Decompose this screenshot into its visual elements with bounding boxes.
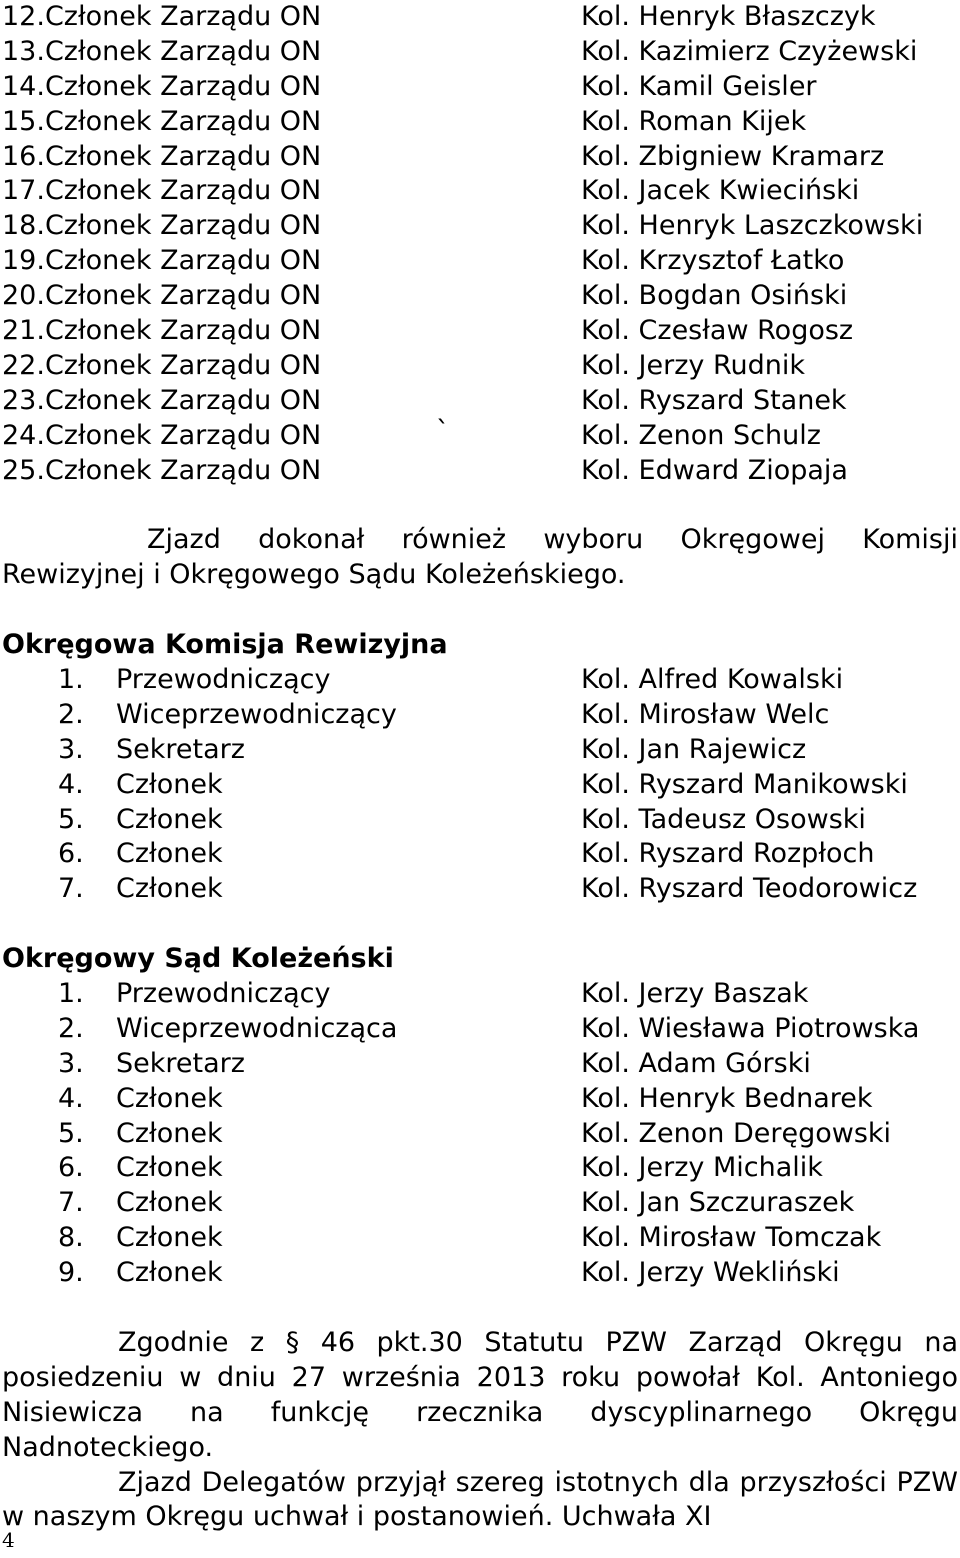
peer-court-name: Kol. Adam Górski xyxy=(581,1047,811,1079)
board-member-role: 12.Członek Zarządu ON xyxy=(2,1,322,32)
audit-committee-role: Członek xyxy=(116,838,223,870)
peer-court-role: Członek xyxy=(116,1222,223,1254)
peer-court-number: 4. xyxy=(58,1082,84,1114)
audit-committee-name: Kol. Ryszard Rozpłoch xyxy=(581,838,875,870)
board-member-row xyxy=(0,314,960,349)
board-member-row xyxy=(0,209,960,244)
board-member-name: Kol. Jacek Kwieciński xyxy=(581,175,860,207)
board-member-name: Kol. Ryszard Stanek xyxy=(581,384,847,416)
peer-court-number: 2. xyxy=(58,1012,84,1044)
audit-committee-list xyxy=(0,663,960,907)
board-member-role: 16.Członek Zarządu ON xyxy=(2,140,322,172)
board-member-name: Kol. Henryk Błaszczyk xyxy=(581,1,876,32)
audit-committee-name: Kol. Mirosław Welc xyxy=(581,698,830,730)
audit-committee-role: Sekretarz xyxy=(116,733,245,765)
audit-committee-row xyxy=(0,837,960,872)
peer-court-name: Kol. Jerzy Michalik xyxy=(581,1152,823,1184)
board-member-row xyxy=(0,0,960,35)
audit-committee-role: Członek xyxy=(116,803,223,835)
board-member-name: Kol. Bogdan Osiński xyxy=(581,280,848,312)
peer-court-number: 8. xyxy=(58,1222,84,1254)
peer-court-name: Kol. Jerzy Baszak xyxy=(581,977,809,1009)
audit-committee-number: 3. xyxy=(58,733,84,765)
peer-court-name: Kol. Henryk Bednarek xyxy=(581,1082,873,1114)
audit-committee-role: Przewodniczący xyxy=(116,663,331,695)
board-member-row xyxy=(0,35,960,70)
stray-mark: ` xyxy=(436,415,450,447)
board-member-name: Kol. Zbigniew Kramarz xyxy=(581,140,885,172)
peer-court-role: Członek xyxy=(116,1187,223,1219)
peer-court-role: Przewodniczący xyxy=(116,977,331,1009)
board-member-row xyxy=(0,140,960,175)
peer-court-row xyxy=(0,1012,960,1047)
peer-court-role: Wiceprzewodnicząca xyxy=(116,1012,398,1044)
board-member-row xyxy=(0,70,960,105)
board-member-role: 13.Członek Zarządu ON xyxy=(2,35,322,67)
board-member-role: 22.Członek Zarządu ON xyxy=(2,349,322,381)
board-member-row xyxy=(0,279,960,314)
resolutions-paragraph-text: Zjazd Delegatów przyjął szereg istotnych dla przyszłości PZW w naszym Okręgu uchwał i postanowień. Uchwała XI xyxy=(2,1466,958,1533)
peer-court-name: Kol. Wiesława Piotrowska xyxy=(581,1012,920,1044)
audit-committee-number: 1. xyxy=(58,663,84,695)
board-member-role: 14.Członek Zarządu ON xyxy=(2,70,322,102)
board-member-name: Kol. Zenon Schulz xyxy=(581,419,821,451)
peer-court-heading: Okręgowy Sąd Koleżeński xyxy=(2,943,394,975)
audit-committee-row xyxy=(0,872,960,907)
peer-court-list xyxy=(0,977,960,1291)
peer-court-name: Kol. Zenon Deręgowski xyxy=(581,1117,892,1149)
audit-committee-role: Członek xyxy=(116,873,223,905)
audit-committee-number: 5. xyxy=(58,803,84,835)
audit-committee-row xyxy=(0,698,960,733)
board-member-role: 17.Członek Zarządu ON xyxy=(2,175,322,207)
peer-court-row xyxy=(0,1082,960,1117)
board-member-name: Kol. Kazimierz Czyżewski xyxy=(581,35,918,67)
peer-court-role: Członek xyxy=(116,1152,223,1184)
audit-committee-number: 6. xyxy=(58,838,84,870)
audit-committee-name: Kol. Ryszard Teodorowicz xyxy=(581,873,918,905)
board-members-list xyxy=(0,0,960,488)
peer-court-row xyxy=(0,1047,960,1082)
board-member-role: 23.Członek Zarządu ON xyxy=(2,384,322,416)
board-member-row xyxy=(0,105,960,140)
board-member-row xyxy=(0,174,960,209)
audit-committee-number: 7. xyxy=(58,873,84,905)
statute-paragraph xyxy=(0,1326,960,1466)
peer-court-role: Członek xyxy=(116,1082,223,1114)
peer-court-role: Członek xyxy=(116,1257,223,1289)
resolutions-paragraph xyxy=(0,1466,960,1536)
peer-court-number: 3. xyxy=(58,1047,84,1079)
board-member-name: Kol. Roman Kijek xyxy=(581,105,807,137)
intro-paragraph-text: Zjazd dokonał również wyboru Okręgowej Komisji Rewizyjnej i Okręgowego Sądu Koleżeńskiego. xyxy=(2,524,958,591)
audit-committee-name: Kol. Tadeusz Osowski xyxy=(581,803,866,835)
board-member-role: 24.Członek Zarządu ON xyxy=(2,419,322,451)
audit-committee-row xyxy=(0,733,960,768)
peer-court-number: 6. xyxy=(58,1152,84,1184)
audit-committee-number: 2. xyxy=(58,698,84,730)
page-number: 4 xyxy=(2,1528,15,1552)
board-member-row xyxy=(0,415,960,454)
peer-court-name: Kol. Mirosław Tomczak xyxy=(581,1222,882,1254)
peer-court-row xyxy=(0,1186,960,1221)
peer-court-role: Członek xyxy=(116,1117,223,1149)
board-member-role: 19.Członek Zarządu ON xyxy=(2,245,322,277)
audit-committee-row xyxy=(0,803,960,838)
audit-committee-name: Kol. Ryszard Manikowski xyxy=(581,768,908,800)
board-member-role: 21.Członek Zarządu ON xyxy=(2,315,322,347)
audit-committee-name: Kol. Alfred Kowalski xyxy=(581,663,844,695)
statute-paragraph-text: Zgodnie z § 46 pkt.30 Statutu PZW Zarząd Okręgu na posiedzeniu w dniu 27 września 2013 roku powołał Kol. Antoniego Nisiewicza na funkcję rzecznika dyscyplinarnego Okręgu Nadnoteckiego. xyxy=(2,1326,958,1463)
peer-court-row xyxy=(0,1221,960,1256)
intro-paragraph xyxy=(0,523,960,593)
peer-court-row xyxy=(0,1151,960,1186)
peer-court-name: Kol. Jerzy Wekliński xyxy=(581,1257,840,1289)
board-member-name: Kol. Krzysztof Łatko xyxy=(581,245,845,277)
peer-court-number: 7. xyxy=(58,1187,84,1219)
board-member-role: 20.Członek Zarządu ON xyxy=(2,280,322,312)
peer-court-row xyxy=(0,1256,960,1291)
audit-committee-row xyxy=(0,663,960,698)
board-member-name: Kol. Kamil Geisler xyxy=(581,70,817,102)
board-member-role: 25.Członek Zarządu ON xyxy=(2,454,322,486)
peer-court-row xyxy=(0,977,960,1012)
board-member-row xyxy=(0,384,960,419)
audit-committee-number: 4. xyxy=(58,768,84,800)
audit-committee-heading: Okręgowa Komisja Rewizyjna xyxy=(2,629,448,661)
peer-court-row xyxy=(0,1117,960,1152)
peer-court-number: 9. xyxy=(58,1257,84,1289)
audit-committee-role: Członek xyxy=(116,768,223,800)
audit-committee-name: Kol. Jan Rajewicz xyxy=(581,733,807,765)
board-member-name: Kol. Czesław Rogosz xyxy=(581,315,854,347)
board-member-name: Kol. Henryk Laszczkowski xyxy=(581,210,924,242)
board-member-row xyxy=(0,349,960,384)
board-member-name: Kol. Jerzy Rudnik xyxy=(581,349,806,381)
board-member-role: 15.Członek Zarządu ON xyxy=(2,105,322,137)
peer-court-number: 5. xyxy=(58,1117,84,1149)
peer-court-number: 1. xyxy=(58,977,84,1009)
board-member-role: 18.Członek Zarządu ON xyxy=(2,210,322,242)
audit-committee-row xyxy=(0,768,960,803)
board-member-row xyxy=(0,454,960,489)
board-member-row xyxy=(0,244,960,279)
audit-committee-role: Wiceprzewodniczący xyxy=(116,698,397,730)
peer-court-name: Kol. Jan Szczuraszek xyxy=(581,1187,855,1219)
board-member-name: Kol. Edward Ziopaja xyxy=(581,454,848,486)
peer-court-role: Sekretarz xyxy=(116,1047,245,1079)
